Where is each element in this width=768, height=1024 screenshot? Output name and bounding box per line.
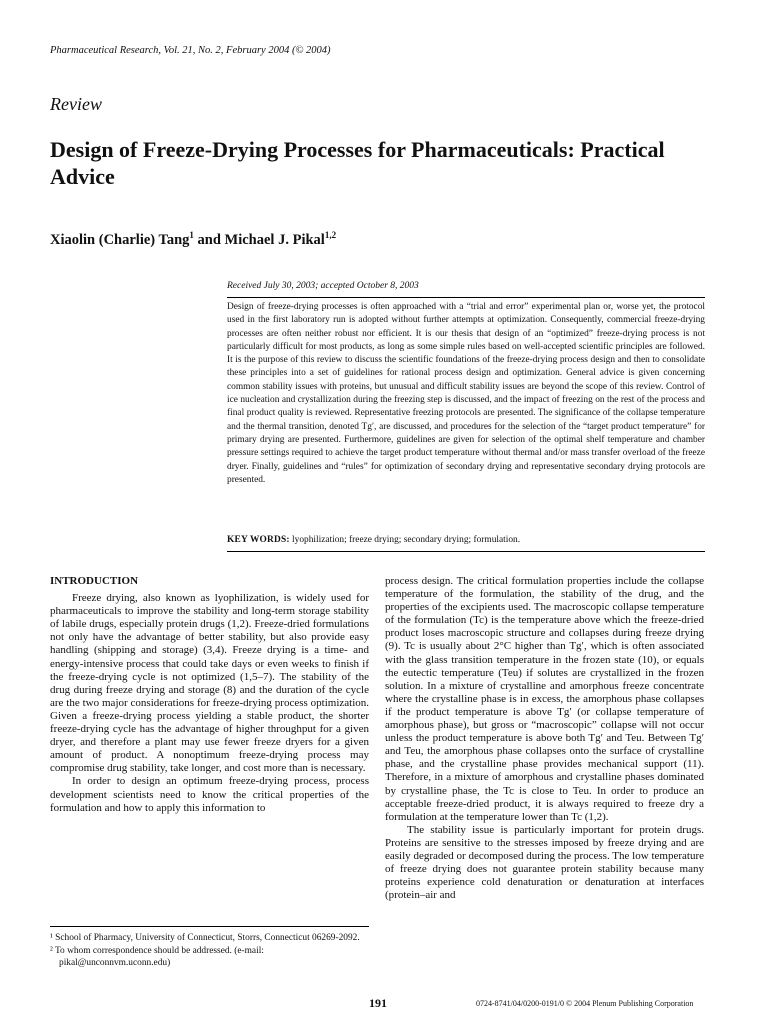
footnote: ² To whom correspondence should be addressed. (e-mail: pikal@unconnvm.uconn.edu) (50, 945, 264, 969)
article-title: Design of Freeze-Drying Processes for Pharmaceuticals: Practical Advice (50, 137, 665, 189)
abstract-top-rule (227, 297, 705, 298)
author-conjunction: and (193, 231, 225, 248)
page-number: 191 (369, 996, 387, 1010)
keywords-line (227, 535, 705, 545)
body-paragraph: The stability issue is particularly important for protein drugs. Proteins are sensitive to the stresses imposed by freeze drying and are easily degraded or decomposed during the process. The low temperature of freeze drying does not guarantee protein stability because many proteins experience cold denaturation or denaturation at interfaces (protein–air and (385, 823, 704, 902)
author-list (50, 230, 336, 249)
article-type-label: Review (50, 94, 102, 114)
body-column-right (385, 575, 704, 902)
copyright-line: 0724-8741/04/0200-0191/0 © 2004 Plenum Publishing Corporation (476, 999, 694, 1008)
body-paragraph: Freeze drying, also known as lyophilization, is widely used for pharmaceuticals to improve the stability and long-term storage stability of labile drugs, especially protein drugs (1,2). Freeze-dried formulations not only have the advantage of better stability, but also provide easy handling (shipping and storage) (3,4). Freeze drying is a time- and energy-intensive process that could take days or even weeks to finish if the freeze-drying cycle is not optimized (1,5–7). The stability of the drug during freeze drying and storage (8) and the duration of the cycle are the two major considerations for freeze-drying process optimization. Given a freeze-drying process yielding a stable product, the shorter freeze-drying cycle has the advantage of higher throughput for a given dryer, and therefore a plant may use fewer freeze dryers for a given amount of product. A nonoptimum freeze-drying process may compromise drug stability, take longer, and cost more than is necessary. (50, 592, 369, 775)
keywords-label: KEY WORDS: (227, 535, 290, 545)
body-column-left (50, 575, 369, 815)
author-affiliation-marker: 1,2 (324, 230, 337, 240)
section-heading: INTRODUCTION (50, 575, 139, 587)
journal-citation: Pharmaceutical Research, Vol. 21, No. 2, February 2004 (© 2004) (50, 45, 331, 56)
body-paragraph: process design. The critical formulation properties include the collapse temperature of the formulation, the stability of the drug, and the properties of the excipients used. The macroscopic collapse temperature of the formulation (Tc) is the temperature above which the freeze-dried product loses macroscopic structure and collapses during freeze drying (9). Tc is usually about 2°C higher than Tg′, which is often associated with the glass transition temperature in the frozen state (10), or equals the eutectic temperature (Teu) if solutes are crystallized in the frozen solution. In a mixture of crystalline and amorphous freeze concentrate where the crystalline phase is in excess, the amorphous phase collapses if the product temperature is above Tg′ (or collapse temperature of amorphous phase), but gross or “macroscopic” collapse will not occur unless the product temperature is above both Tg′ and Teu. Between Tg′ and Teu, the amorphous phase collapses onto the surface of crystalline phase, and the crystalline phase provides mechanical support (11). Therefore, in a mixture of amorphous and crystalline phases dominated by crystalline phase, the Tc is close to Teu. In order to produce an acceptable freeze-dried product, it is always required to freeze dry a formulation at the temperature lower than Tc (1,2). (385, 575, 704, 823)
keywords-list: lyophilization; freeze drying; secondary drying; formulation. (289, 535, 521, 545)
received-dates: Received July 30, 2003; accepted October 8, 2003 (227, 281, 419, 291)
footnote: ¹ School of Pharmacy, University of Connecticut, Storrs, Connecticut 06269-2092. (50, 933, 360, 943)
footnotes (50, 932, 369, 970)
body-paragraph: In order to design an optimum freeze-drying process, process development scientists need to know the critical properties of the formulation and how to apply this information to (50, 775, 369, 814)
author-affiliation-marker: 1 (189, 230, 194, 240)
footnote-rule (50, 926, 369, 927)
abstract-text: Design of freeze-drying processes is often approached with a “trial and error” experimental plan or, worse yet, the protocol used in the first laboratory run is adopted without further attempts at optimization. Consequently, commercial freeze-drying processes are often neither robust nor efficient. It is our thesis that design of an “optimized” freeze-drying process is not particularly difficult for most products, as long as some simple rules based on well-accepted scientific principles are followed. It is the purpose of this review to discuss the scientific foundations of the freeze-drying process design and then to consolidate these principles into a set of guidelines for rational process design and optimization. General advice is given concerning common stability issues with proteins, but unusual and difficult stability issues are beyond the scope of this review. Control of ice nucleation and crystallization during the freezing step is discussed, and the impact of freezing on the rest of the process and final product quality is reviewed. Representative freezing protocols are presented. The significance of the collapse temperature and the thermal transition, denoted Tg′, are discussed, and procedures for the selection of the “target product temperature” for primary drying are presented. Furthermore, guidelines are given for selection of the optimal shelf temperature and chamber pressure settings required to achieve the target product temperature without thermal and/or mass transfer overload of the freeze dryer. Finally, guidelines and “rules” for optimization of secondary drying and representative secondary drying protocols are presented. (227, 302, 705, 485)
abstract-bottom-rule (227, 551, 705, 552)
author-name: Michael J. Pikal (224, 231, 325, 248)
author-name: Xiaolin (Charlie) Tang (50, 231, 190, 248)
